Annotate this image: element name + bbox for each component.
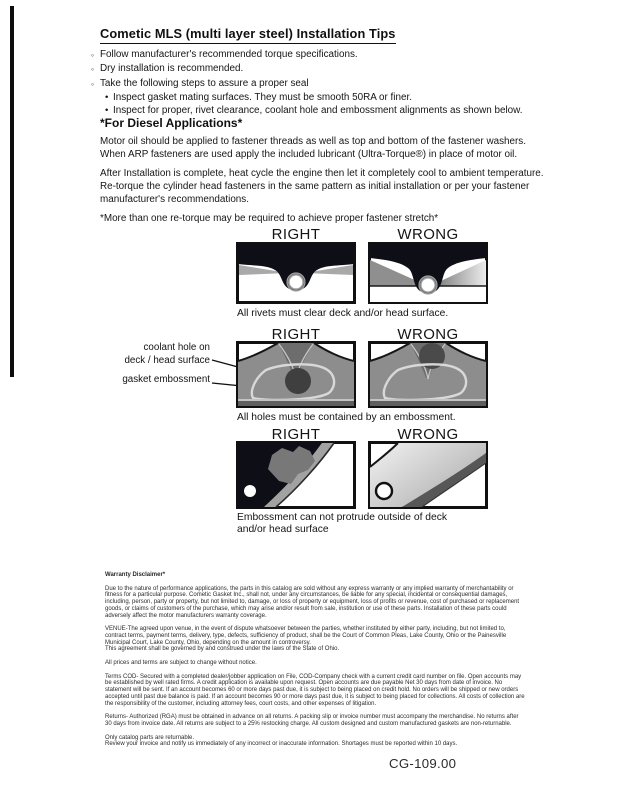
open-bullet-icon: ◦ bbox=[91, 78, 95, 89]
retorque-note: *More than one re-torque may be required to achieve proper fastener stretch* bbox=[100, 213, 439, 224]
page-number: CG-109.00 bbox=[389, 756, 457, 771]
caption-line: and/or head surface bbox=[237, 524, 329, 535]
list-item bbox=[91, 77, 571, 91]
bullet-text: Inspect gasket mating surfaces. They must be smooth 50RA or finer. bbox=[113, 91, 412, 103]
protrusion-wrong-diagram bbox=[368, 441, 488, 509]
bullet-text: Follow manufacturer's recommended torque specifications. bbox=[100, 49, 358, 60]
figure-caption: All rivets must clear deck and/or head surface. bbox=[237, 308, 449, 319]
callout-gasket-embossment: gasket embossment bbox=[122, 374, 210, 385]
bullet-text: Take the following steps to assure a proper seal bbox=[100, 77, 309, 89]
diesel-paragraph-1: Motor oil should be applied to fastener threads as well as top and bottom of the fastener washers. When ARP fasteners are used apply the included lubricant (Ultra-Torque®) in place of motor oil. bbox=[100, 136, 526, 161]
sub-list-item bbox=[105, 91, 571, 104]
legal-paragraph-catalog: Only catalog parts are returnable. bbox=[105, 734, 195, 741]
legal-paragraph-venue: VENUE-The agreed upon venue, in the event of dispute whatsoever between the parties, whether instituted by either party, including, but not limited to, contract terms, payment terms, delivery, type, defects, sufficiency of product, shall be the Court of Common Pleas, Lake County, Ohio or the Painesville Municipal Court, Lake County, Ohio, depending on the amount in controversy. bbox=[105, 626, 507, 646]
legal-paragraph-returns: Returns- Authorized (RGA) must be obtained in advance on all returns. A packing slip or invoice number must accompany the merchandise. No returns after 30 days from invoice date. All returns are subject to a 25% restocking charge. All custom designed and custom manufactured gaskets are non-returnable. bbox=[105, 714, 519, 727]
right-label: RIGHT bbox=[271, 226, 321, 243]
figure-caption bbox=[237, 512, 537, 536]
figure-protrusion-wrong bbox=[368, 441, 488, 509]
figure-embossment-wrong bbox=[368, 341, 488, 408]
right-label: RIGHT bbox=[271, 326, 321, 343]
diesel-paragraph-2: After Installation is complete, heat cycle the engine then let it completely cool to ambient temperature. Re-torque the cylinder head fasteners in the same pattern as initial installation or per your fastener manufacturer's recommendations. bbox=[100, 168, 544, 206]
dot-bullet-icon: • bbox=[105, 91, 109, 103]
coolant-hole bbox=[285, 368, 311, 394]
legal-heading: Warranty Disclaimer* bbox=[105, 572, 166, 578]
list-item bbox=[91, 48, 571, 62]
rivet-wrong-diagram bbox=[368, 242, 488, 304]
installation-tips-list bbox=[91, 48, 571, 117]
wrong-label: WRONG bbox=[397, 226, 459, 243]
callout-coolant-hole bbox=[100, 342, 210, 367]
caption-line: Embossment can not protrude outside of deck bbox=[237, 512, 448, 523]
figure-embossment-right bbox=[236, 341, 356, 408]
legal-paragraph-governing: This agreement shall be governed by and construed under the laws of the State of Ohio. bbox=[105, 646, 340, 653]
callout-line: coolant hole on bbox=[143, 342, 210, 353]
rivet-right-diagram bbox=[236, 242, 356, 304]
legal-paragraph-prices: All prices and terms are subject to change without notice. bbox=[105, 660, 257, 667]
figure-protrusion-right bbox=[236, 441, 356, 509]
figure-rivet-wrong bbox=[368, 242, 488, 304]
bullet-text: Dry installation is recommended. bbox=[100, 63, 244, 75]
deck-highlight bbox=[238, 399, 354, 401]
bullet-text: Inspect for proper, rivet clearance, coolant hole and embossment alignments as shown below. bbox=[113, 105, 523, 117]
figure-caption: All holes must be contained by an embossment. bbox=[237, 412, 456, 423]
open-bullet-icon: ◦ bbox=[91, 50, 95, 60]
callout-line: deck / head surface bbox=[124, 354, 210, 366]
wrong-label: WRONG bbox=[397, 426, 459, 443]
deck-highlight bbox=[370, 399, 486, 401]
bolt-hole bbox=[244, 485, 256, 497]
protrusion-right-diagram bbox=[236, 441, 356, 509]
page-title: Cometic MLS (multi layer steel) Installation Tips bbox=[100, 26, 396, 44]
list-item bbox=[91, 62, 571, 76]
bolt-hole bbox=[376, 483, 392, 499]
embossment-right-diagram bbox=[236, 341, 356, 408]
embossment-wrong-diagram bbox=[368, 341, 488, 408]
legal-paragraph-terms: Terms COD- Secured with a completed dealer/jobber application on File, COD-Company check with a current credit card number on file. Open accounts may be established by well rated firms. A credit application is available upon request. Open accounts are due payable Net 30 days from date of invoice. No statement will be sent. If an account becomes 60 or more days past due, it is subject to being placed on credit hold. No orders will be shipped or new orders accepted until past due balance is paid. If an account becomes 90 or more days past due, it is subject to being placed for collections. All costs of collection are the responsibility of the customer, including attorney fees, court costs, and other expenses of litigation. bbox=[105, 673, 525, 707]
deck-strip bbox=[370, 401, 486, 406]
legal-paragraph-warranty: Due to the nature of performance applications, the parts in this catalog are sold without any express warranty or any implied warranty of merchantability or fitness for a particular purpose. Cometic Gasket Inc., shall not, under any circumstances, be liable for any special, incidental or consequential damages, including, person, party or property, but not limited to, damage, or loss of property or equipment, loss of profits or revenue, cost of purchased or replacement goods, or claims of customers of the purchase, which may arise and/or result from sale, institution or use of these parts. Installation of these parts could adversely affect the motor manufacturers warranty coverage. bbox=[105, 585, 520, 619]
legal-paragraph-review: Review your invoice and notify us immediately of any incorrect or inaccurate information. Shortages must be reported within 10 days. bbox=[105, 741, 458, 748]
scan-edge-bar bbox=[10, 6, 14, 377]
deck-strip bbox=[238, 401, 354, 406]
wrong-label: WRONG bbox=[397, 326, 459, 343]
diesel-section-heading: *For Diesel Applications* bbox=[100, 116, 243, 130]
legal-section bbox=[105, 572, 526, 748]
figure-rivet-right bbox=[236, 242, 356, 304]
open-bullet-icon: ◦ bbox=[91, 64, 95, 75]
right-label: RIGHT bbox=[271, 426, 321, 443]
dot-bullet-icon: • bbox=[105, 105, 109, 117]
